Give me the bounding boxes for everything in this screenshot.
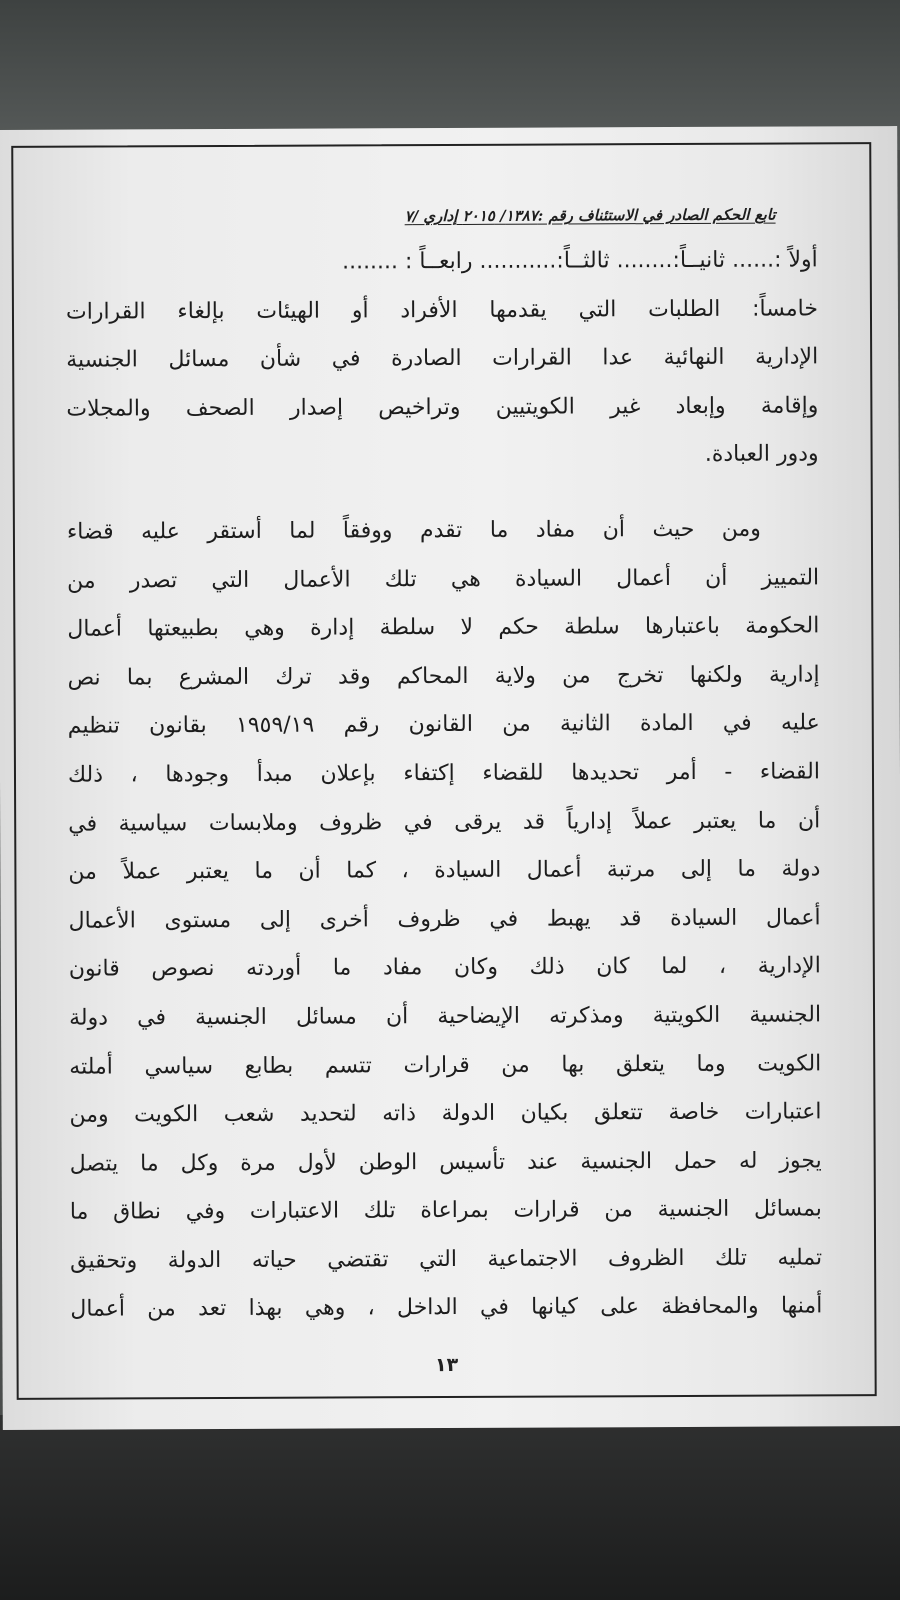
paragraph-gap (67, 479, 819, 508)
text-line: القضاء - أمر تحديدها للقضاء إكتفاء بإعلان مبدأ وجودها ، ذلك (67, 759, 821, 788)
text-line: الحكومة باعتبارها سلطة حكم لا سلطة إدارة وهي بطبيعتها أعمال (67, 613, 820, 642)
text-line: عليه في المادة الثانية من القانون رقم ١٩٥٩/١٩ بقانون تنظيم (67, 710, 820, 740)
page-header: تابع الحكم الصادر في الاستئناف رقم :١٣٨٧/ ٢٠١٥ إداري /٧ (404, 205, 776, 226)
text-line: تمليه تلك الظروف الاجتماعية التي تقتضي حياته الدولة وتحقيق (70, 1245, 823, 1274)
text-line: التمييز أن أعمال السيادة هي تلك الأعمال التي تصدر من (67, 564, 820, 594)
document-body (66, 236, 823, 1334)
text-line: الكويت وما يتعلق بها من قرارات تتسم بطابع سياسي أملته (69, 1050, 822, 1080)
text-line: أمنها والمحافظة على كيانها في الداخل ، وهي بهذا تعد من أعمال (70, 1293, 823, 1323)
text-line: الإدارية ، لما كان ذلك وكان مفاد ما أوردته نصوص قانون (68, 953, 821, 982)
text-line: خامساً: الطلبات التي يقدمها الأفراد أو الهيئات بإلغاء القرارات (65, 295, 819, 325)
text-line: إدارية ولكنها تخرج من ولاية المحاكم وقد ترك المشرع بما نص (67, 662, 820, 691)
text-line: يجوز له حمل الجنسية عند تأسيس الوطن لأول مرة وكل ما يتصل (69, 1148, 822, 1177)
text-line: الجنسية الكويتية ومذكرته الإيضاحية أن مسائل الجنسية في دولة (68, 1002, 822, 1031)
text-line: وإقامة وإبعاد غير الكويتيين وتراخيص إصدار الصحف والمجلات (66, 393, 819, 422)
page-border (11, 142, 876, 1400)
text-line: ومن حيث أن مفاد ما تقدم ووفقاً لما أستقر عليه قضاء (66, 516, 761, 545)
text-line: أن ما يعتبر عملاً إدارياً قد يرقى في ظروف وملابسات سياسية في (68, 807, 821, 837)
text-line: أعمال السيادة قد يهبط في ظروف أخرى إلى مستوى الأعمال (68, 905, 821, 934)
document-page (0, 126, 900, 1430)
background-bottom (0, 1415, 900, 1600)
text-line: أولاً :...... ثانيــاً:........ ثالثــاً:........... رابعــاً : ........ (342, 247, 818, 275)
text-line: بمسائل الجنسية من قرارات بمراعاة تلك الاعتبارات وفي نطاق ما (69, 1196, 822, 1225)
text-line: الإدارية النهائية عدا القرارات الصادرة في شأن مسائل الجنسية (66, 344, 819, 373)
text-line: اعتبارات خاصة تتعلق بكيان الدولة ذاته لتحديد شعب الكويت ومن (69, 1099, 822, 1128)
text-line: ودور العبادة. (704, 441, 819, 468)
text-line: دولة ما إلى مرتبة أعمال السيادة ، كما أن ما يعتبر عملاً من (68, 856, 821, 885)
page-number: ١٣ (434, 1353, 459, 1377)
